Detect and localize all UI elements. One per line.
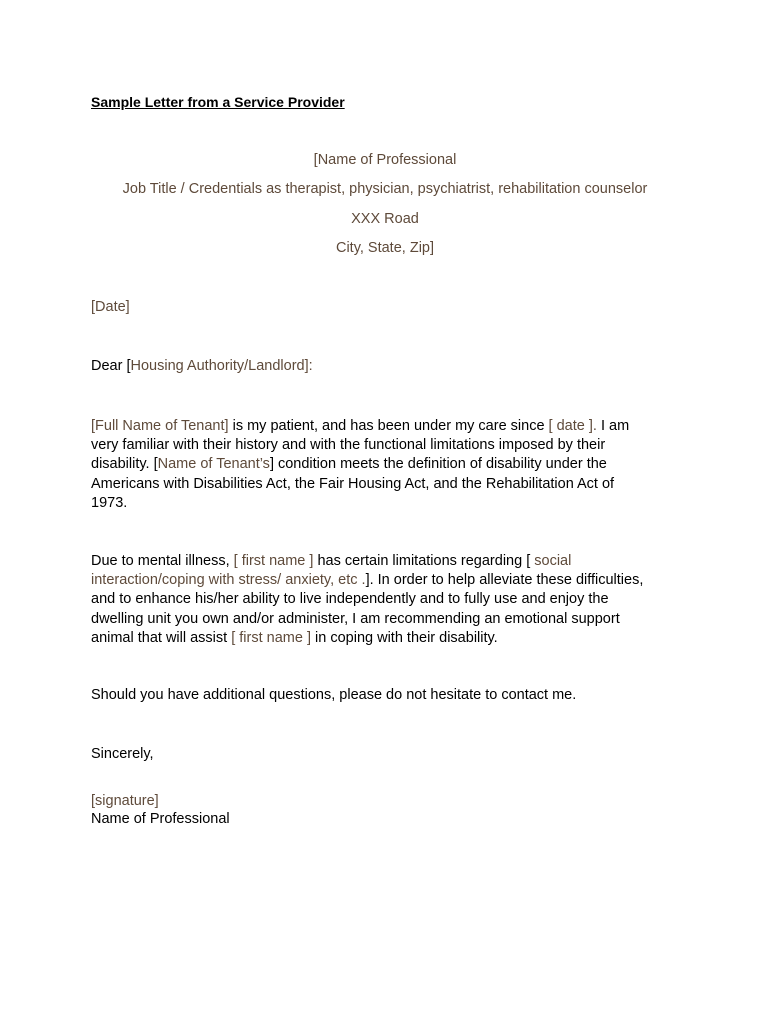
limitations-placeholder-cont: interaction/coping with stress/ anxiety, etc . xyxy=(91,572,366,589)
text: animal that will assist xyxy=(91,629,232,646)
salutation-recipient: Housing Authority/Landlord]: xyxy=(130,358,313,374)
care-date-placeholder: [ date ]. xyxy=(548,418,597,434)
text: disability. [ xyxy=(91,456,158,473)
signer-name: Name of Professional xyxy=(91,811,230,827)
address-line: XXX Road xyxy=(351,211,419,227)
salutation xyxy=(91,358,313,374)
paragraph-1-line-5: 1973. xyxy=(91,494,128,511)
text: I am xyxy=(596,418,630,434)
paragraph-2-line-3: and to enhance his/her ability to live independently and to fully use and enjoy the xyxy=(91,591,609,608)
job-title: Job Title / Credentials as therapist, physician, psychiatrist, rehabilitation counselor xyxy=(122,181,648,197)
letter-date: [Date] xyxy=(91,299,130,315)
text: is my patient, and has been under my care since xyxy=(228,418,549,434)
paragraph-2-line-5 xyxy=(91,629,643,648)
first-name-placeholder: [ first name ] xyxy=(233,553,314,569)
paragraph-1-line-4: Americans with Disabilities Act, the Fair Housing Act, and the Rehabilitation Act of xyxy=(91,475,615,492)
text: has certain limitations regarding [ xyxy=(313,553,535,569)
text: ] condition meets the definition of disability under the xyxy=(269,456,607,473)
closing: Sincerely, xyxy=(91,746,154,762)
paragraph-1-line-1 xyxy=(91,417,629,436)
paragraph-2-line-2 xyxy=(91,571,643,590)
text: in coping with their disability. xyxy=(311,629,498,646)
paragraph-1-line-3 xyxy=(91,455,629,474)
paragraph-3: Should you have additional questions, please do not hesitate to contact me. xyxy=(91,687,577,703)
paragraph-2 xyxy=(91,552,643,648)
salutation-prefix: Dear [ xyxy=(91,358,131,374)
tenants-name-placeholder: Name of Tenant’s xyxy=(157,456,270,473)
letter-title: Sample Letter from a Service Provider xyxy=(91,94,345,110)
signature-placeholder: [signature] xyxy=(91,793,159,809)
paragraph-1 xyxy=(91,417,629,513)
limitations-placeholder: social xyxy=(534,553,572,569)
professional-name: [Name of Professional xyxy=(313,152,457,168)
tenant-name-placeholder: [Full Name of Tenant] xyxy=(91,418,229,434)
city-state-zip: City, State, Zip] xyxy=(335,240,435,256)
text: ]. In order to help alleviate these difficulties, xyxy=(365,572,644,589)
paragraph-1-line-2: very familiar with their history and with the functional limitations imposed by their xyxy=(91,437,606,454)
first-name-placeholder-2: [ first name ] xyxy=(231,629,311,646)
text: Due to mental illness, xyxy=(91,553,234,569)
paragraph-2-line-1 xyxy=(91,552,643,571)
paragraph-2-line-4: dwelling unit you own and/or administer, I am recommending an emotional support xyxy=(91,610,620,627)
